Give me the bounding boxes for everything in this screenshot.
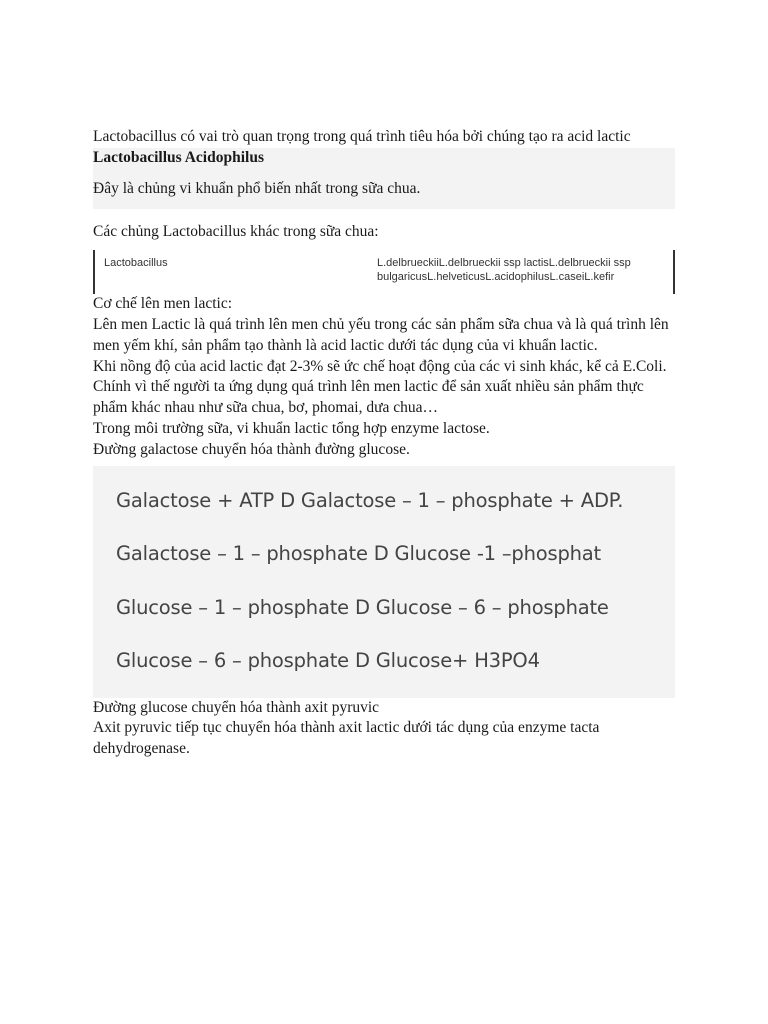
intro-paragraph (93, 127, 675, 148)
strain-table-cell-genus: Lactobacillus (104, 257, 168, 270)
reaction-line: Glucose – 6 – phosphate D Glucose+ H3PO4 (116, 649, 540, 673)
acidophilus-section (93, 148, 675, 210)
strain-table-cell-species: L.delbrueckiiL.delbrueckii ssp lactisL.delbrueckii ssp bulgaricusL.helveticusL.acidophilusL.caseiL.kefir (377, 257, 631, 284)
other-strains-label: Các chủng Lactobacillus khác trong sữa chua: (93, 223, 379, 241)
reaction-line: Glucose – 1 – phosphate D Glucose – 6 – phosphate (116, 595, 609, 619)
tail-line-2: Axit pyruvic tiếp tục chuyển hóa thành axit lactic dưới tác dụng của enzyme tacta dehydrogenase. (93, 719, 600, 758)
document-page (93, 127, 675, 760)
strain-table (93, 250, 675, 294)
reaction-line: Galactose + ATP D Galactose – 1 – phosphate + ADP. (116, 488, 624, 512)
mechanism-paragraph-3: Trong môi trường sữa, vi khuẩn lactic tổng hợp enzyme lactose. (93, 419, 490, 437)
mechanism-paragraph-4: Đường galactose chuyển hóa thành đường glucose. (93, 440, 410, 458)
section-heading: Lactobacillus Acidophilus (93, 148, 264, 166)
tail-line-1: Đường glucose chuyển hóa thành axit pyruvic (93, 698, 380, 716)
intro-term: Lactobacillus (93, 128, 177, 145)
section-description: Đây là chủng vi khuẩn phổ biến nhất trong sữa chua. (93, 179, 421, 197)
mechanism-title: Cơ chế lên men lactic: (93, 295, 233, 313)
mechanism-paragraph-1: Lên men Lactic là quá trình lên men chủ yếu trong các sản phẩm sữa chua và là quá trình lên men yếm khí, sản phẩm tạo thành là acid lactic dưới tác dụng của vi khuẩn lactic. (93, 315, 669, 354)
intro-text: có vai trò quan trọng trong quá trình tiêu hóa bởi chúng tạo ra acid lactic (176, 128, 631, 145)
reaction-box (93, 466, 675, 698)
mechanism-paragraph-2: Khi nồng độ của acid lactic đạt 2-3% sẽ ức chế hoạt động của các vi sinh khác, kể cả E.Coli. Chính vì thế người ta ứng dụng quá trình lên men lactic để sản xuất nhiều sản phẩm thực phẩm khác nhau như sữa chua, bơ, phomai, dưa chua… (93, 357, 667, 417)
reaction-line: Galactose – 1 – phosphate D Glucose -1 –phosphat (116, 542, 601, 566)
